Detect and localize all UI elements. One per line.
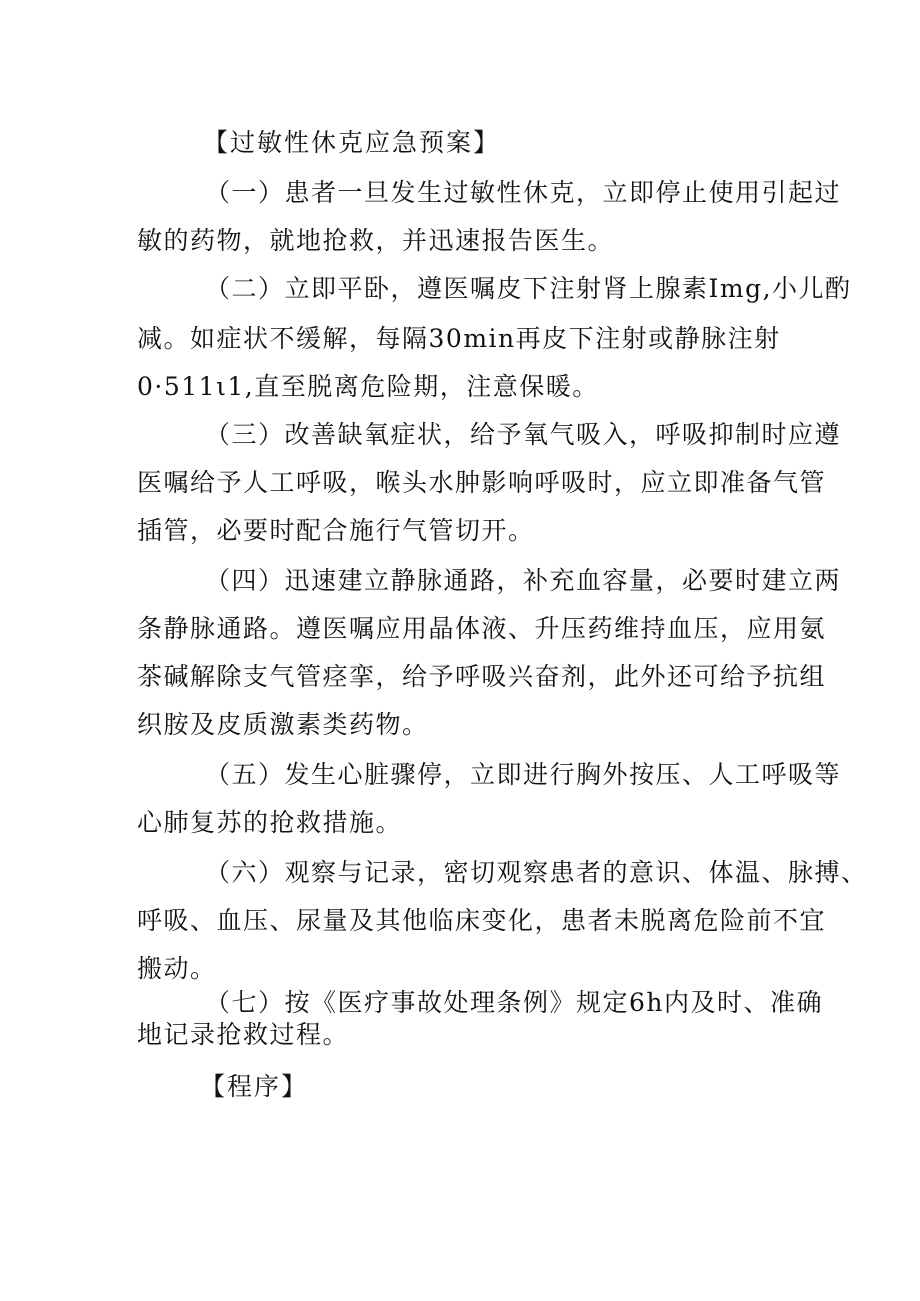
paragraph-line: 0·511ι1,直至脱离危险期，注意保暖。: [137, 372, 599, 401]
paragraph-line: （一）患者一旦发生过敏性休克，立即停止使用引起过: [205, 178, 842, 207]
paragraph-line: 搬动。: [137, 954, 217, 983]
paragraph-line: 医嘱给予人工呼吸，喉头水肿影响呼吸时，应立即准备气管: [137, 468, 827, 497]
paragraph-line: （五）发生心脏骤停，立即进行胸外按压、人工呼吸等: [205, 760, 842, 789]
paragraph-line: 插管，必要时配合施行气管切开。: [137, 516, 535, 545]
paragraph-line: （三）改善缺氧症状，给予氧气吸入，呼吸抑制时应遵: [205, 420, 842, 449]
paragraph-line: （七）按《医疗事故处理条例》规定6h内及时、准确: [205, 988, 824, 1017]
paragraph-line: 减。如症状不缓解，每隔30min再皮下注射或静脉注射: [137, 324, 781, 353]
paragraph-line: 呼吸、血压、尿量及其他临床变化，患者未脱离危险前不宜: [137, 906, 827, 935]
section-heading: 【过敏性休克应急预案】: [203, 128, 501, 157]
paragraph-line: 敏的药物，就地抢救，并迅速报告医生。: [137, 226, 615, 255]
paragraph-line: 心肺复苏的抢救措施。: [137, 808, 403, 837]
paragraph-line: （四）迅速建立静脉通路，补充血容量，必要时建立两: [205, 566, 842, 595]
paragraph-line: 条静脉通路。遵医嘱应用晶体液、升压药维持血压，应用氨: [137, 614, 827, 643]
procedure-heading: 【程序】: [200, 1072, 309, 1101]
paragraph-line: （二）立即平卧，遵医嘱皮下注射肾上腺素Img,小儿酌: [205, 274, 852, 303]
paragraph-line: 茶碱解除支气管痉挛，给予呼吸兴奋剂，此外还可给予抗组: [137, 662, 827, 691]
paragraph-line: 地记录抢救过程。: [137, 1020, 350, 1049]
paragraph-line: （六）观察与记录，密切观察患者的意识、体温、脉搏、: [205, 858, 868, 887]
paragraph-line: 织胺及皮质激素类药物。: [137, 710, 429, 739]
